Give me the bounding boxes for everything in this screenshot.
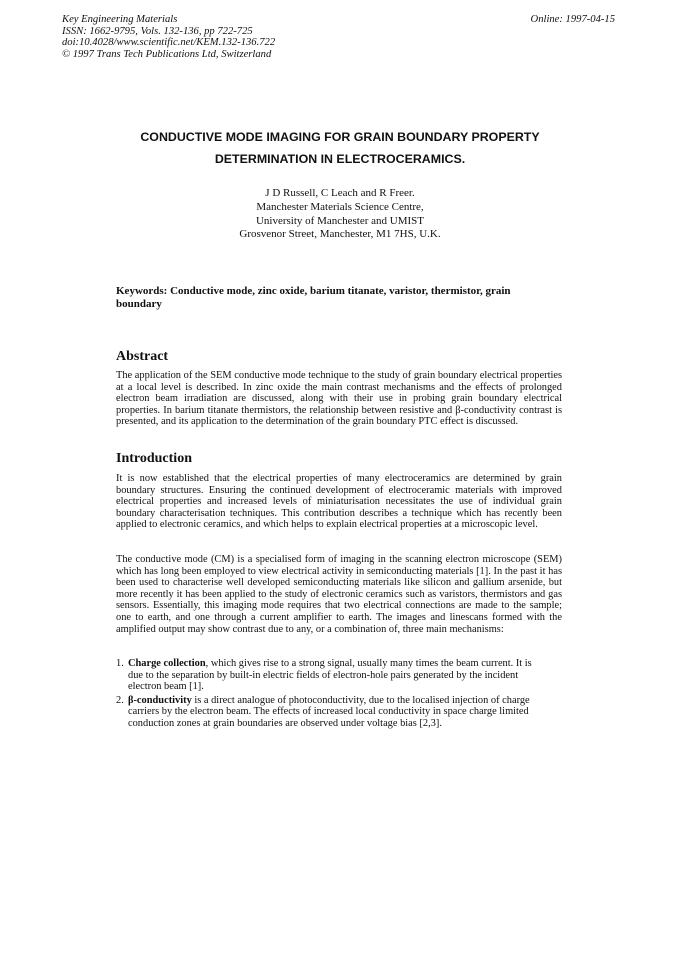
list-text: carriers by the electron beam. The effects of increased local conductivity in space charge limited xyxy=(128,706,529,718)
keywords: Keywords: Conductive mode, zinc oxide, barium titanate, varistor, thermistor, grain boundary xyxy=(116,285,511,310)
affiliation-2: University of Manchester and UMIST xyxy=(255,214,425,227)
copyright-line: © 1997 Trans Tech Publications Ltd, Switzerland xyxy=(62,48,272,60)
journal-header xyxy=(62,14,275,60)
affiliation-1: Manchester Materials Science Centre, xyxy=(256,200,424,213)
list-text: , which gives rise to a strong signal, usually many times the beam current. It is xyxy=(205,658,532,669)
list-number: 1. xyxy=(116,658,124,669)
address: Grosvenor Street, Manchester, M1 7HS, U.K. xyxy=(239,228,441,241)
list-term: β-conductivity xyxy=(128,694,192,706)
list-text: electron beam [1]. xyxy=(128,681,204,693)
journal-name: Key Engineering Materials xyxy=(62,14,178,25)
doi-line[interactable]: doi:10.4028/www.scientific.net/KEM.132-136.722 xyxy=(62,37,276,49)
title-line-1: CONDUCTIVE MODE IMAGING FOR GRAIN BOUNDARY PROPERTY xyxy=(140,130,540,144)
abstract-text: The application of the SEM conductive mode technique to the study of grain boundary electrical properties at a local level is described. In zinc oxide the main contrast mechanisms and the effects of prolonged electron beam irradiation are discussed, along with their use in probing grain boundary electrical properties. In barium titanate thermistors, the relationship between resistive and β-conductivity contrast is presented, and its application to the determination of the grain boundary PTC effect is discussed. xyxy=(116,370,562,428)
list-text: is a direct analogue of photoconductivity, due to the localised injection of charge xyxy=(191,694,530,706)
list-number: 2. xyxy=(116,694,124,706)
list-text: conduction zones at grain boundaries are observed under voltage bias [2,3]. xyxy=(128,717,442,729)
issn-line: ISSN: 1662-9795, Vols. 132-136, pp 722-725 xyxy=(62,25,253,37)
intro-paragraph-1: It is now established that the electrical properties of many electroceramics are determined by grain boundary structures. Ensuring the continued development of electroceramic materials with improved electrical properties and increased levels of miniaturisation necessitates the use of individual grain boundary characterisation techniques. This contribution describes a technique which has recently been applied to electronic ceramics, and which helps to explain electrical properties at a microscopic level. xyxy=(116,473,562,531)
mechanism-list xyxy=(116,658,562,732)
abstract-heading: Abstract xyxy=(116,349,169,364)
list-item xyxy=(116,695,562,730)
title-line-2: DETERMINATION IN ELECTROCERAMICS. xyxy=(214,152,466,166)
online-date: Online: 1997-04-15 xyxy=(530,14,615,25)
author-names: J D Russell, C Leach and R Freer. xyxy=(265,187,415,199)
introduction-heading: Introduction xyxy=(116,451,192,466)
author-block xyxy=(60,187,620,242)
intro-paragraph-2: The conductive mode (CM) is a specialised form of imaging in the scanning electron microscope (SEM) which has long been employed to view electrical activity in semiconducting materials [1]. In the past it has been used to characterise well developed semiconducting materials like silicon and gallium arsenide, but more recently it has been applied to the study of electronic ceramics such as varistors, thermistors and gas sensors. Essentially, this imaging mode requires that two electrical connections are made to the sample; one to earth, and one through a current amplifier to earth. The images and linescans formed with the amplified output may show contrast due to any, or a combination of, three main mechanisms: xyxy=(116,554,562,635)
paper-title xyxy=(60,126,620,170)
list-text: due to the separation by built-in electric fields of electron-hole pairs generated by the incident xyxy=(128,669,519,681)
list-term: Charge collection xyxy=(128,658,206,669)
list-item xyxy=(116,658,562,693)
